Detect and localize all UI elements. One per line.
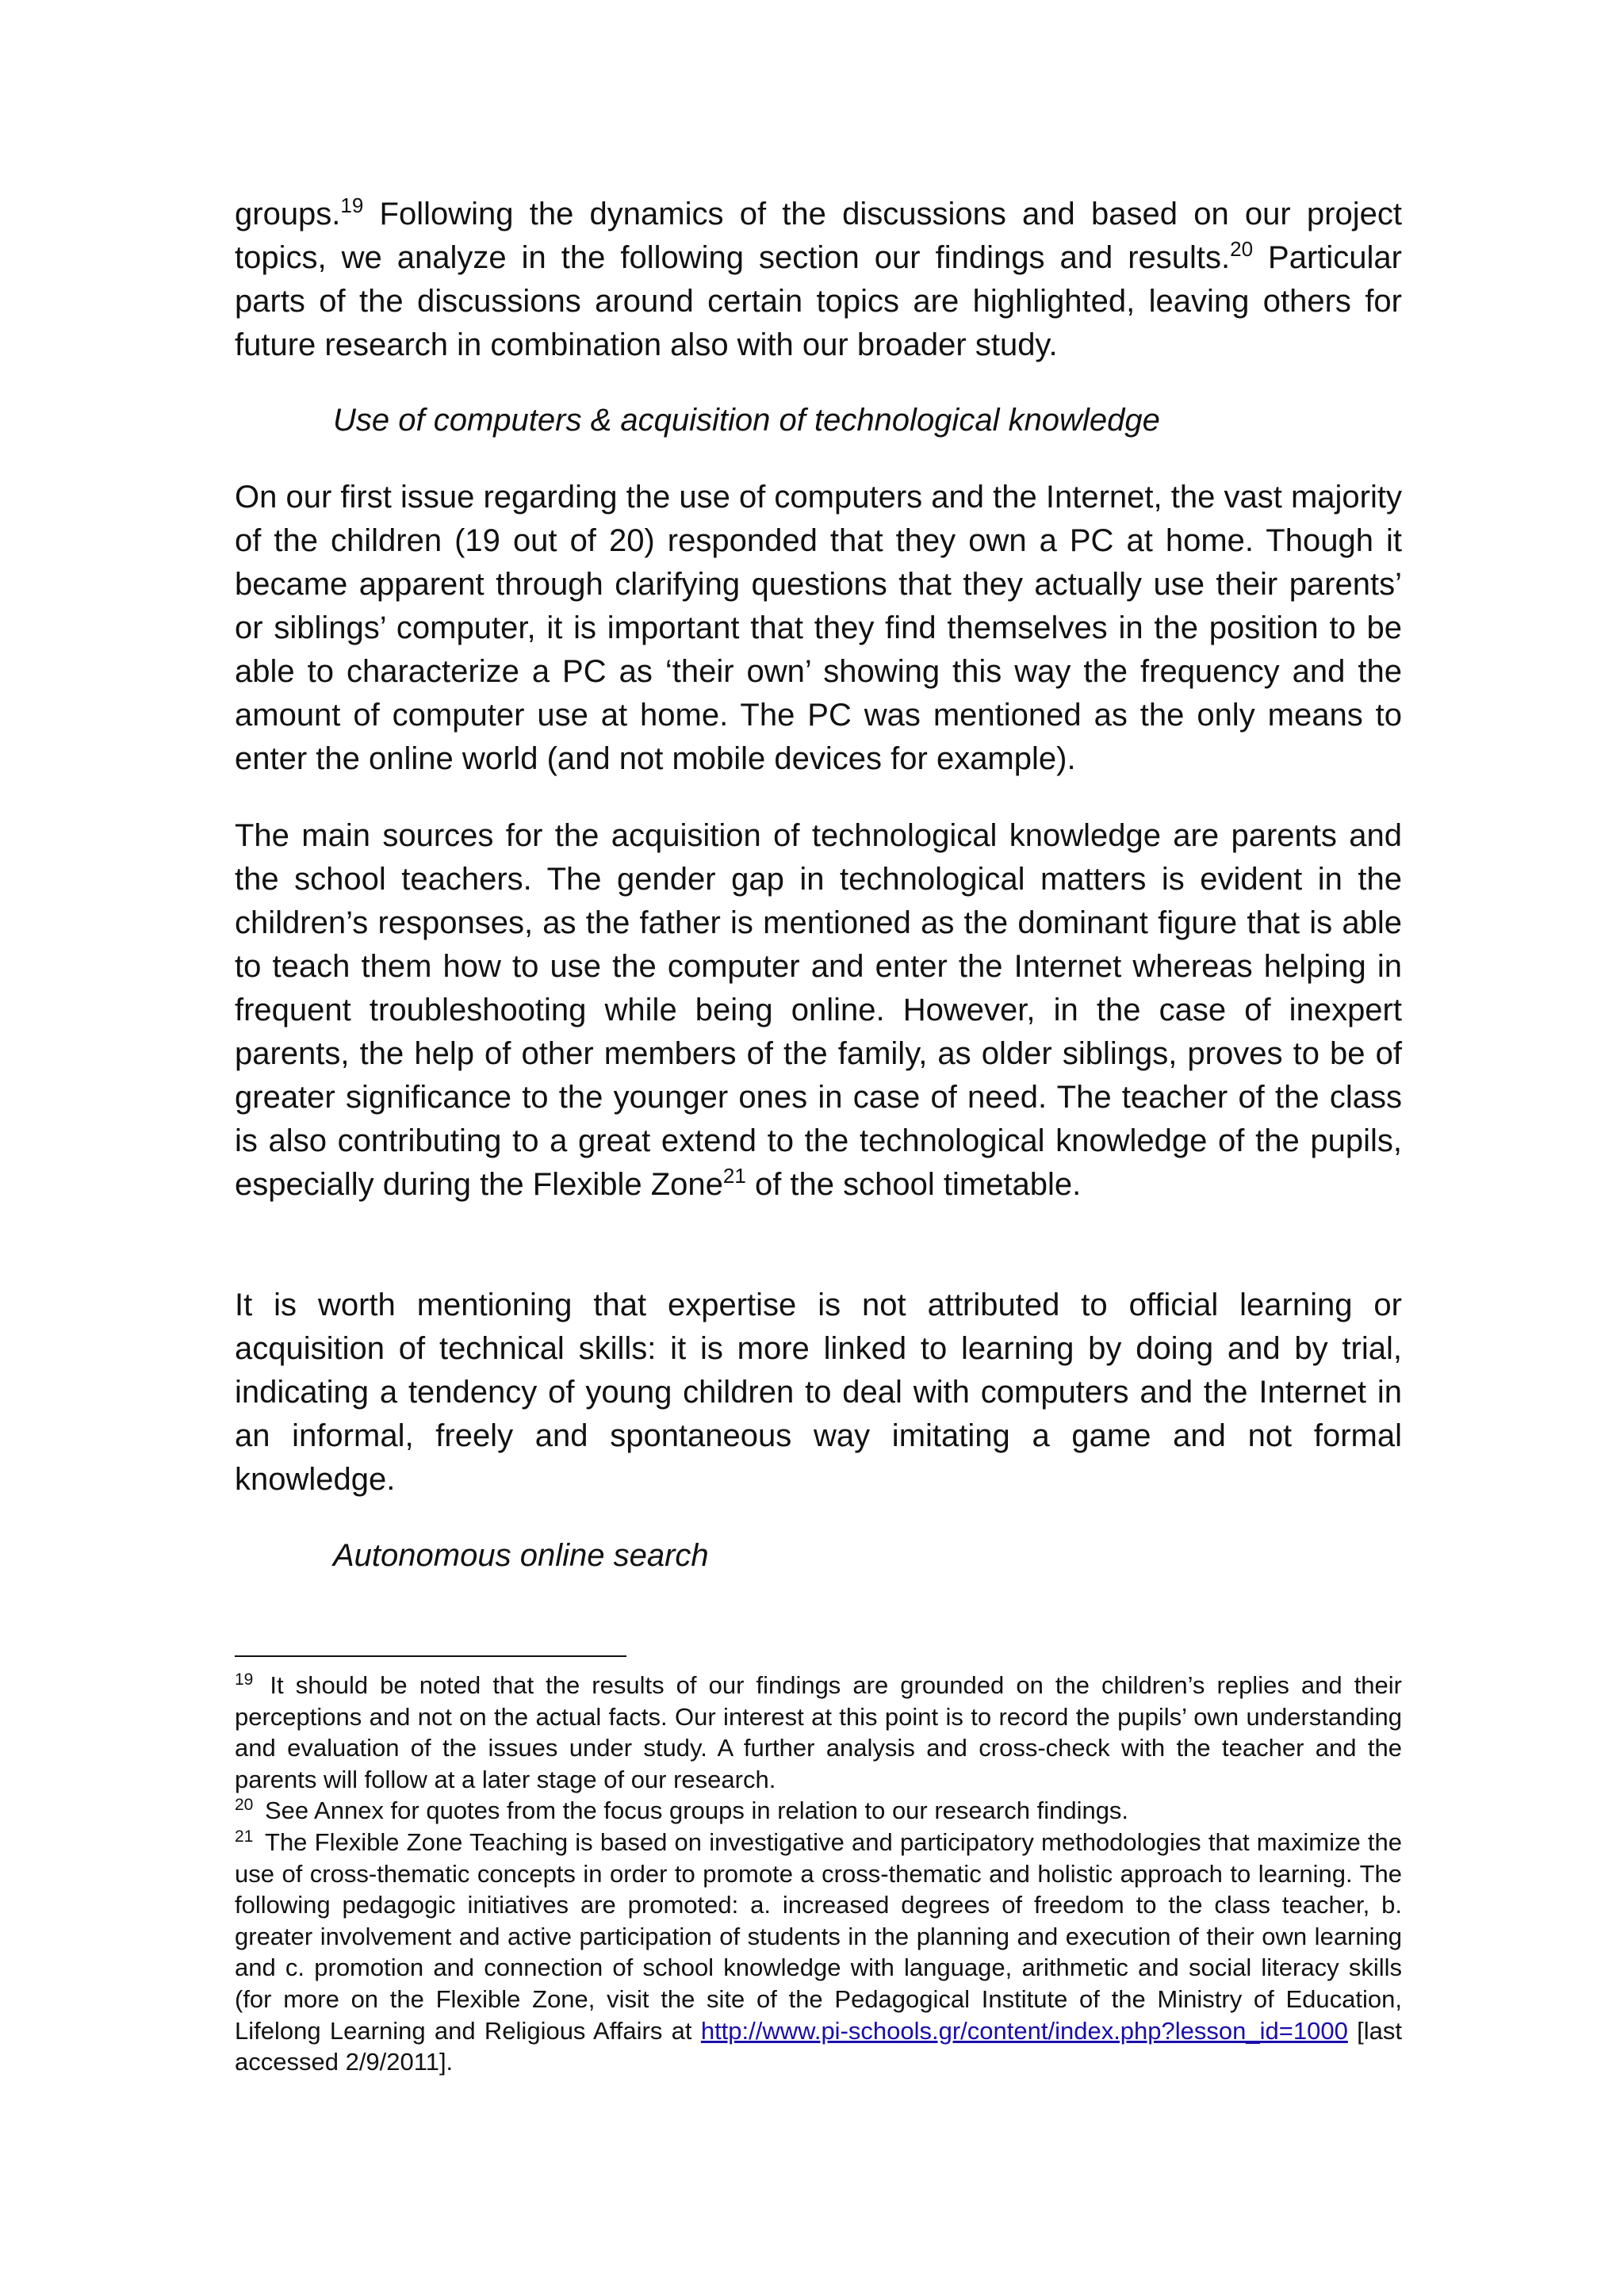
section-heading-autonomous-search: Autonomous online search: [333, 1538, 709, 1573]
paragraph-focus-groups: [235, 193, 1402, 367]
footnote-19: [235, 1670, 1402, 1795]
p3-text-b: of the school timetable.: [745, 1167, 1082, 1202]
p1-text-a: groups.: [235, 197, 341, 232]
p1-text-b: Following the dynamics of the discussions and based on our project topics, we analyze in the following section our findings and results.: [235, 197, 1402, 275]
p1-text-c: Particular parts of the discussions around certain topics are highlighted, leaving others for future research in combination also with our broader study.: [235, 240, 1402, 362]
pi-schools-link[interactable]: http://www.pi-schools.gr/content/index.php?lesson_id=1000: [700, 2016, 1348, 2045]
footnote-19-text: It should be noted that the results of our findings are grounded on the children’s replies and their perceptions and not on the actual facts. Our interest at this point is to record the pupils’ own understanding and evaluation of the issues under study. A further analysis and cross-check with the teacher and the parents will follow at a later stage of our research.: [235, 1671, 1402, 1793]
paragraph-informal-learning: It is worth mentioning that expertise is not attributed to official learning or acquisition of technical skills: it is more linked to learning by doing and by trial, indicating a tendency of young children to deal with computers and the Internet in an informal, freely and spontaneous way imitating a game and not formal knowledge.: [235, 1288, 1402, 1497]
footnotes-area: [235, 1670, 1402, 2078]
footnote-number-20: 20: [235, 1796, 254, 1815]
section-heading-computer-use: Use of computers & acquisition of technological knowledge: [333, 403, 1160, 438]
paragraph-pc-ownership: On our first issue regarding the use of computers and the Internet, the vast majority of the children (19 out of 20) responded that they own a PC at home. Though it became apparent through clarifying questions that they actually use their parents’ or siblings’ computer, it is important that they find themselves in the position to be able to characterize a PC as ‘their own’ showing this way the frequency and the amount of computer use at home. The PC was mentioned as the only means to enter the online world (and not mobile devices for example).: [235, 480, 1402, 776]
paragraph-knowledge-sources: [235, 814, 1402, 1207]
footnote-number-19: 19: [235, 1670, 254, 1689]
footnote-21-after: [last accessed 2/9/2011].: [235, 2016, 1402, 2076]
footnote-ref-19[interactable]: 19: [340, 193, 364, 217]
footnote-ref-20[interactable]: 20: [1230, 237, 1254, 261]
p3-text-a: The main sources for the acquisition of technological knowledge are parents and the school teachers. The gender gap in technological matters is evident in the children’s responses, as the father is mentioned as the dominant figure that is able to teach them how to use the computer and enter the Internet whereas helping in frequent troubleshooting while being online. However, in the case of inexpert parents, the help of other members of the family, as older siblings, proves to be of greater significance to the younger ones in case of need. The teacher of the class is also contributing to a great extend to the technological knowledge of the pupils, especially during the Flexible Zone: [235, 818, 1402, 1202]
footnote-number-21: 21: [235, 1827, 254, 1846]
footnote-20: [235, 1795, 1402, 1827]
footnote-21-text: The Flexible Zone Teaching is based on investigative and participatory methodologies that maximize the use of cross-thematic concepts in order to promote a cross-thematic and holistic approach to learning. The following pedagogic initiatives are promoted: a. increased degrees of freedom to the class teacher, b. greater involvement and active participation of students in the planning and execution of their own learning and c. promotion and connection of school knowledge with language, arithmetic and social literacy skills (for more on the Flexible Zone, visit the site of the Pedagogical Institute of the Ministry of Education, Lifelong Learning and Religious Affairs at: [235, 1827, 1402, 2045]
footnote-21: [235, 1827, 1402, 2078]
footnote-separator: [235, 1655, 626, 1657]
footnote-ref-21[interactable]: 21: [722, 1164, 746, 1188]
footnote-20-text: See Annex for quotes from the focus groups in relation to our research findings.: [258, 1797, 1129, 1825]
